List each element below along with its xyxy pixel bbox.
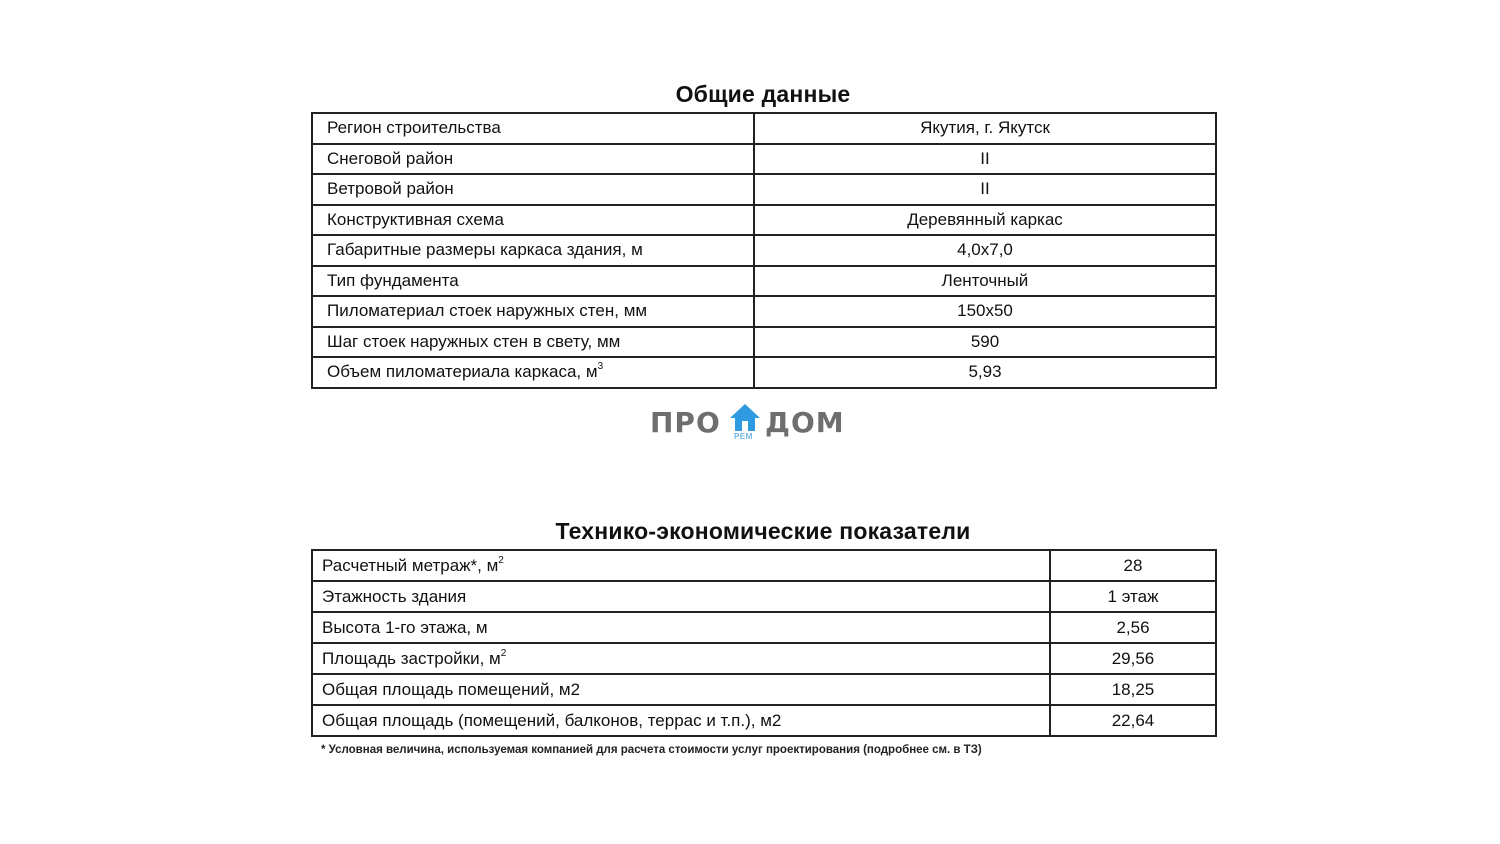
row-value: 18,25 <box>1050 674 1216 705</box>
row-label-text: Расчетный метраж*, м <box>322 555 499 575</box>
row-value: 5,93 <box>754 357 1216 388</box>
row-label: Шаг стоек наружных стен в свету, мм <box>312 327 754 358</box>
row-value: II <box>754 144 1216 175</box>
general-data-title: Общие данные <box>675 81 851 107</box>
table-row <box>312 266 1216 297</box>
unit-superscript: 2 <box>498 554 504 566</box>
row-label <box>312 550 1050 581</box>
row-label: Этажность здания <box>312 581 1050 612</box>
row-value: 2,56 <box>1050 612 1216 643</box>
row-value: Ленточный <box>754 266 1216 297</box>
tep-table <box>311 549 1217 737</box>
row-value: 4,0х7,0 <box>754 235 1216 266</box>
logo-small-text: РЕМ <box>734 432 753 441</box>
row-label: Высота 1-го этажа, м <box>312 612 1050 643</box>
table-row <box>312 296 1216 327</box>
table-row <box>312 550 1216 581</box>
row-label: Габаритные размеры каркаса здания, м <box>312 235 754 266</box>
table-row <box>312 705 1216 736</box>
row-value: 1 этаж <box>1050 581 1216 612</box>
row-label-text: Объем пиломатериала каркаса, м <box>327 362 598 382</box>
table-row <box>312 581 1216 612</box>
row-value: 590 <box>754 327 1216 358</box>
prodom-logo <box>650 403 850 443</box>
row-label: Конструктивная схема <box>312 205 754 236</box>
table-row <box>312 612 1216 643</box>
footnote: * Условная величина, используемая компанией для расчета стоимости услуг проектирования (подробнее см. в ТЗ) <box>321 744 982 756</box>
row-value: Деревянный каркас <box>754 205 1216 236</box>
table-row <box>312 643 1216 674</box>
table-row <box>312 113 1216 144</box>
row-value: 29,56 <box>1050 643 1216 674</box>
house-icon <box>729 403 761 433</box>
unit-superscript: 3 <box>597 361 604 373</box>
general-data-table <box>311 112 1217 389</box>
row-value: 28 <box>1050 550 1216 581</box>
row-label: Общая площадь помещений, м2 <box>312 674 1050 705</box>
row-label <box>312 357 754 388</box>
row-value: 150х50 <box>754 296 1216 327</box>
table-row <box>312 357 1216 388</box>
table-row <box>312 674 1216 705</box>
row-label-text: Площадь застройки, м <box>322 648 501 668</box>
table-row <box>312 235 1216 266</box>
table-row <box>312 205 1216 236</box>
unit-superscript: 2 <box>500 647 507 659</box>
logo-word-left: ПРО <box>650 406 721 439</box>
row-label: Регион строительства <box>312 113 754 144</box>
table-row <box>312 144 1216 175</box>
row-label: Пиломатериал стоек наружных стен, мм <box>312 296 754 327</box>
row-label <box>312 643 1050 674</box>
table-row <box>312 174 1216 205</box>
row-label: Тип фундамента <box>312 266 754 297</box>
row-label: Ветровой район <box>312 174 754 205</box>
row-value: 22,64 <box>1050 705 1216 736</box>
row-label: Общая площадь (помещений, балконов, террас и т.п.), м2 <box>312 705 1050 736</box>
row-label: Снеговой район <box>312 144 754 175</box>
logo-word-right: ДОМ <box>765 406 845 439</box>
tep-title: Технико-экономические показатели <box>555 518 971 544</box>
table-row <box>312 327 1216 358</box>
row-value: II <box>754 174 1216 205</box>
row-value: Якутия, г. Якутск <box>754 113 1216 144</box>
